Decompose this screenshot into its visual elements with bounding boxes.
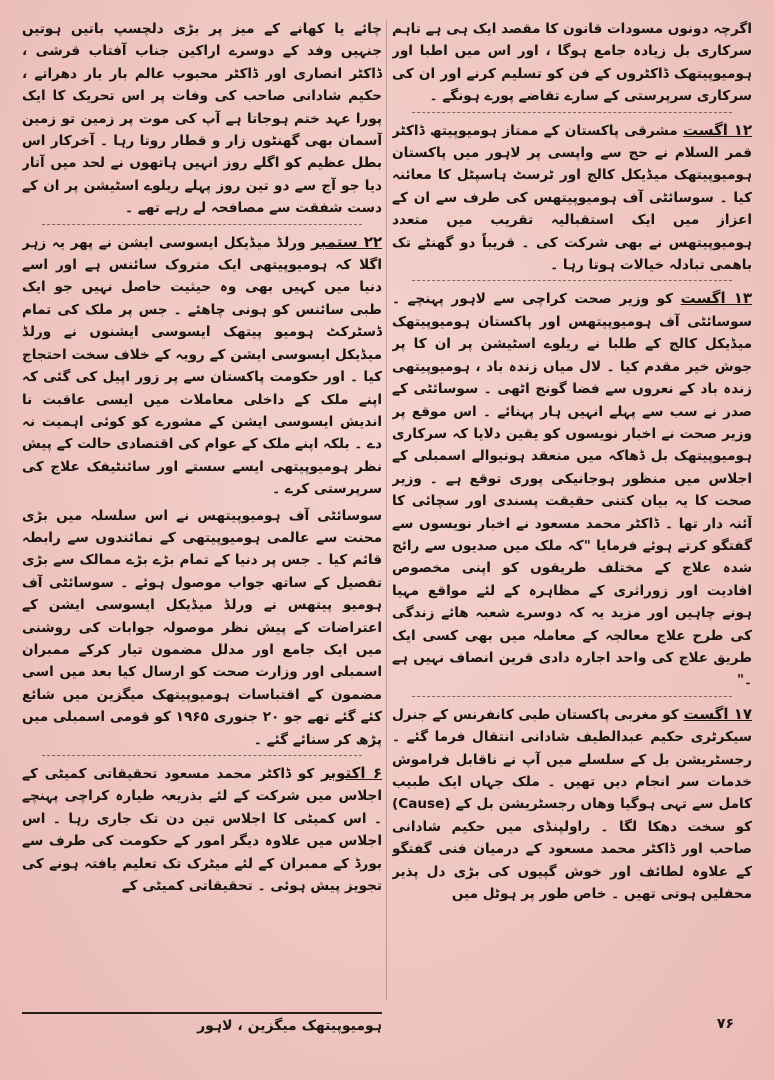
- date-heading: ۱۳ اگست: [680, 289, 752, 308]
- magazine-footer: ہومیوپیتھک میگزین ، لاہور: [22, 1012, 382, 1034]
- paragraph-text: ورلڈ میڈیکل ایسوسی ایشن نے پھر یہ زہر اگلا کہ ہومیوپیتھی ایک متروک سائنس ہے اور اسے دنیا میں کہیں بھی وہ حیثیت حاصل نہیں جو ایک طبی سائنس کو ہونی چاھئے ۔ جس پر ملک کی تمام ڈسٹرکٹ ہومیو پیتھک ایسوسی ایشنوں نے ورلڈ میڈیکل ایسوسی ایشن کے رویہ کے خلاف سخت احتجاج کیا ۔ اور حکومت پاکستان سے پر زور اپیل کی گئی کہ اپنے ملک کے داخلی معاملات میں ایسی عاقبت نا اندیش ایسوسی ایشن کے مشورے کو کوئی اہمیت نہ دے ۔ بلکہ اپنے ملک کے عوام کی اقتصادی حالت کے پیش نظر ہومیوپیتھی ایسے سستے اور سائنٹیفک علاج کی سرپرستی کرے ۔: [22, 234, 382, 498]
- divider-line: [412, 280, 732, 281]
- column-divider: [386, 20, 387, 1000]
- date-heading: ۱۲ اگست: [682, 120, 752, 139]
- divider-line: [42, 755, 362, 756]
- divider-line: [412, 112, 732, 113]
- paragraph: اگرچہ دونوں مسودات قانون کا مقصد ایک ہی ہے تاہم سرکاری بل زیادہ جامع ہوگا ، اور اس میں اطبا اور ہومیوپیتھک ڈاکٹروں کے فن کو تسلیم کرنے اور ان کی سرکاری سرپرستی کے سارے تقاضے پورے ہونگے ۔: [392, 21, 752, 105]
- paragraph: [392, 703, 752, 906]
- date-heading: ۲۲ ستمبر: [311, 232, 382, 251]
- paragraph-text: کو وزیر صحت کراچی سے لاہور پہنچے ۔ سوسائٹی آف ہومیوپیتھس اور پاکستان ہومیوپیتھک میڈیکل کالج کے طلبا نے ریلوے اسٹیشن پر ان کا پر جوش خیر مقدم کیا ۔ لال میاں زندہ باد ، ہومیوپیتھی زندہ باد کے نعروں سے فضا گونج اٹھی ۔ سوسائٹی کے صدر نے سب سے پہلے انہیں ہار پہنائے ۔ اس موقع پر وزیر صحت نے اخبار نویسوں کو یقین دلایا کہ سرکاری ہومیوپیتھک بل ڈھاکہ میں منعقد ہونیوالے اسمبلی کے اجلاس میں منظور ہوجانیکی پوری توقع ہے ۔ وزیر صحت کا یہ بیان کتنی حقیقت پسندی اور سچائی کا آئنہ دار تھا ۔ ڈاکٹر محمد مسعود نے اخبار نویسوں سے گفتگو کرتے ہوئے فرمایا "کہ ملک میں صدیوں سے رائج شدہ علاج کے مختلف طریقوں کو اپنی مخصوص افادیت اور زوراثری کے مظاہرہ کے لئے مواقع مہیا ہونے چاہیں اور مزید یہ کہ دوسرے شعبہ ھائے زندگی کی طرح علاج معالجہ کے معاملہ میں بھی کسی ایک طریق علاج کی واحد اجارہ دادی قرین انصاف نہیں ہے ۔": [392, 291, 752, 689]
- right-column: [392, 18, 752, 1018]
- paragraph: چائے یا کھانے کے میز پر بڑی دلچسپ باتیں ہوتیں جنہیں وفد کے دوسرے اراکین جناب آفتاب قرشی ، ڈاکٹر انصاری اور ڈاکٹر محبوب عالم بار بار دھراتے ، حکیم شادانی صاحب کی وفات پر اس تحریک کا ایک پورا عہد ختم ہوجاتا ہے آپ کی موت پر زمین تو زمین آسمان بھی گھنٹوں زار و قطار روتا رہا ۔ آخرکار اس بطل عظیم کو اگلے روز انہیں ہاتھوں نے لحد میں آتار دیا جو آج سے دو تین روز پہلے ریلوے اسٹیشن پر ان کے دست شفقت سے مصافحہ لے رہے تھے ۔: [22, 21, 382, 217]
- page-number: ۷۶: [716, 1016, 734, 1032]
- divider-line: [412, 696, 732, 697]
- paragraph-text: کو مغربی پاکستان طبی کانفرنس کے جنرل سیکرٹری حکیم عبدالطیف شادانی انتقال فرما گئے ۔ رجسٹریشن بل کے سلسلے میں آپ نے ناقابل فراموش خدمات سر انجام دیں تھیں ۔ ملک جہاں ایک طبیب کامل سے تہی ہوگیا وھاں رجسٹریشن بل کے (Cause) کو سخت دھکا لگا ۔ راولپنڈی میں حکیم شادانی صاحب اور ڈاکٹر محمد مسعود کے درمیان فنی گفتگو کے علاوہ لطائف اور خوش گپیوں کی بڑی دل پذیر محفلیں ہوتی تھیں ۔ خاص طور پر ہوٹل میں: [392, 706, 752, 903]
- divider-line: [42, 224, 362, 225]
- paragraph: [22, 231, 382, 501]
- left-column: [22, 18, 382, 1018]
- paragraph: [392, 119, 752, 277]
- paragraph: [392, 287, 752, 691]
- date-heading: ۶ اکتوبر: [321, 764, 382, 782]
- paragraph-text: مشرقی پاکستان کے ممتاز ہومیوپیتھ ڈاکٹر قمر السلام نے حج سے واپسی پر لاہور میں پاکستان ہومیوپیتھک میڈیکل کالج اور ٹرسٹ ہاسپٹل کا معائنہ کیا ۔ سوسائٹی آف ہومیوپیتھس کی طرف سے ان کے اعزاز میں ایک استقبالیہ تقریب میں متعدد ہومیوپیتھس نے بھی شرکت کی ۔ قریباً دو گھنٹے تک باھمی تبادلہ خیالات ہوتا رہا ۔: [392, 122, 752, 274]
- paragraph-text: کو ڈاکٹر محمد مسعود تحقیقاتی کمیٹی کے اجلاس میں شرکت کے لئے بذریعہ طیارہ کراچی پہنچے ۔ اس کمیٹی کا اجلاس تین دن تک جاری رہا ۔ اس اجلاس میں علاوہ دیگر امور کے حکومت کی طرف سے بورڈ کے ممبران کے لئے میٹرک تک تعلیم یافتہ ہونے کی تجویز پیش ہوئی ۔ تحقیقاتی کمیٹی کے: [22, 766, 382, 895]
- paragraph: سوسائٹی آف ہومیوپیتھس نے اس سلسلہ میں بڑی محنت سے عالمی ہومیوپیتھی کے نمائندوں سے رابطہ قائم کیا ۔ جس پر دنیا کے تمام بڑے بڑے ممالک سے بڑی تفصیل کے ساتھ جواب موصول ہوئے ۔ سوسائٹی آف ہومیو پیتھس نے ورلڈ میڈیکل ایسوسی ایشن کے اعتراضات کے پیش نظر موصولہ جوابات کی روشنی میں ایک جامع اور مدلل مضمون تیار کرکے ممبران اسمبلی اور وزارت صحت کو ارسال کیا بعد میں اسی مضمون کے اقتباسات ہومیوپیتھک میگزین میں شائع کئے گئے تھے جو ۲۰ جنوری ۱۹۶۵ کو قومی اسمبلی میں پڑھ کر سنائے گئے ۔: [22, 507, 382, 748]
- date-heading: ۱۷ اگست: [683, 704, 752, 723]
- paragraph: [22, 762, 382, 897]
